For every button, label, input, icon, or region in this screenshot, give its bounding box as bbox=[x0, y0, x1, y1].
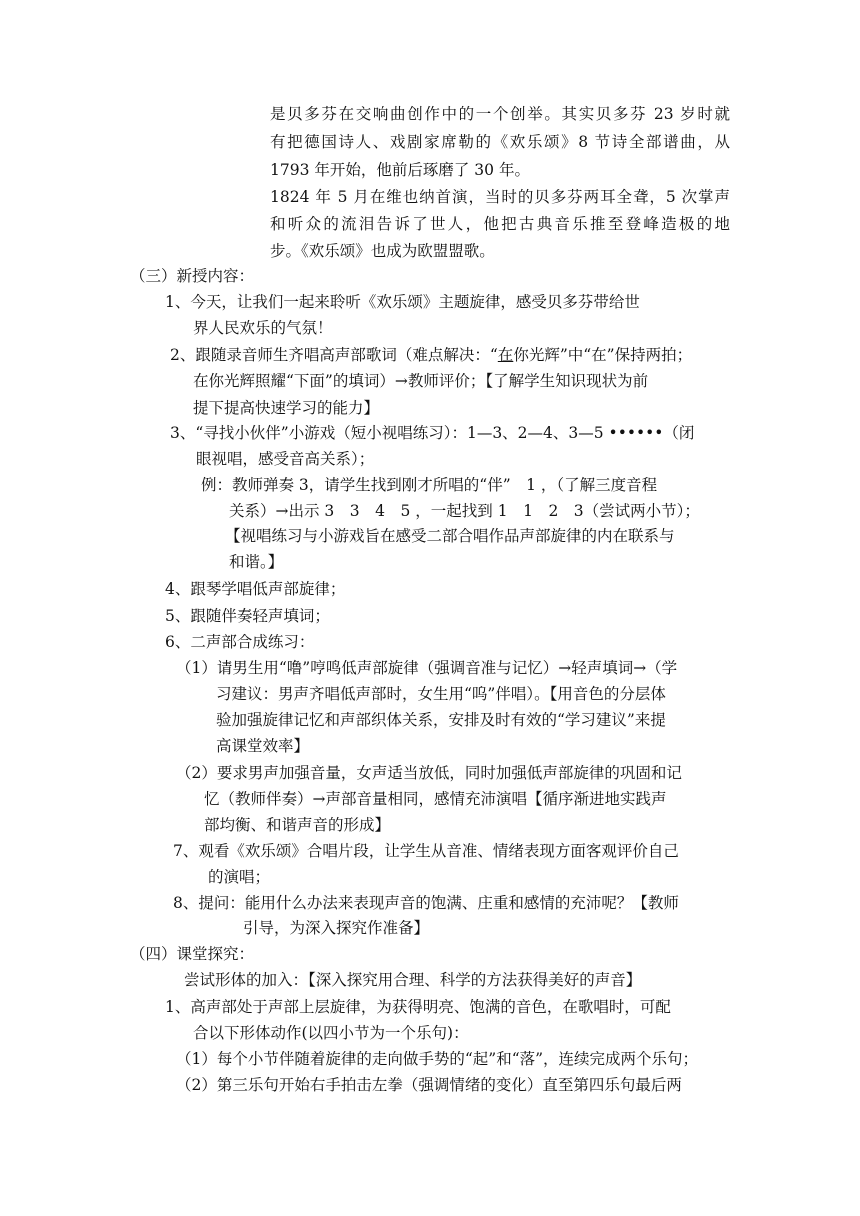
list-item: 8、提问：能用什么办法来表现声音的饱满、庄重和感情的充沛呢？【教师 bbox=[173, 894, 679, 912]
list-item: 1、高声部处于声部上层旋律，为获得明亮、饱满的音色，在歌唱时，可配 bbox=[165, 998, 671, 1016]
section-heading: （三）新授内容： bbox=[130, 267, 255, 285]
sub-item: （2）第三乐句开始右手拍击左拳（强调情绪的变化）直至第四乐句最后两 bbox=[176, 1076, 682, 1094]
list-item-continuation: 在你光辉照耀“下面”的填词）→教师评价；【了解学生知识现状为前 bbox=[193, 372, 649, 390]
list-item: 6、二声部合成练习： bbox=[165, 633, 315, 651]
list-item-continuation: 提下提高快速学习的能力】 bbox=[193, 399, 380, 417]
list-item: 3、“寻找小伙伴”小游戏（短小视唱练习）：1—3、2—4、3—5 ••••••（闭 bbox=[170, 424, 695, 442]
list-item-continuation: 眼视唱，感受音高关系）； bbox=[196, 450, 375, 468]
list-item-continuation: 的演唱； bbox=[208, 868, 271, 886]
list-item-continuation: 合以下形体动作(以四小节为一个乐句)： bbox=[193, 1024, 469, 1042]
example-line: 例：教师弹奏 3，请学生找到刚才所唱的“伴” 1 ，（了解三度音程 bbox=[201, 476, 658, 494]
example-line: 关系）→出示 3 3 4 5 ，一起找到 1 1 2 3（尝试两小节）； bbox=[229, 502, 700, 520]
sub-item-continuation: 忆（教师伴奏）→声部音量相同，感情充沛演唱【循序渐进地实践声 bbox=[204, 790, 667, 808]
paragraph-line: 步。《欢乐颂》也成为欧盟盟歌。 bbox=[270, 242, 495, 260]
paragraph-line: 和听众的流泪告诉了世人，他把古典音乐推至登峰造极的地 bbox=[270, 215, 730, 233]
sub-item-continuation: 验加强旋律记忆和声部织体关系，安排及时有效的“学习建议”来提 bbox=[216, 711, 666, 729]
section-heading: （四）课堂探究： bbox=[130, 945, 255, 963]
sub-item: （1）每个小节伴随着旋律的走向做手势的“起”和“落”，连续完成两个乐句； bbox=[176, 1050, 699, 1068]
example-note: 和谐。】 bbox=[229, 553, 284, 571]
list-item-continuation: 引导，为深入探究作准备】 bbox=[243, 919, 430, 937]
example-note: 【视唱练习与小游戏旨在感受二部合唱作品声部旋律的内在联系与 bbox=[225, 527, 675, 545]
paragraph-line: 是贝多芬在交响曲创作中的一个创举。其实贝多芬 23 岁时就 bbox=[270, 105, 730, 123]
list-item: 5、跟随伴奏轻声填词； bbox=[165, 607, 330, 625]
list-item: 1、今天，让我们一起来聆听《欢乐颂》主题旋律，感受贝多芬带给世 bbox=[165, 293, 640, 311]
sub-item-continuation: 高课堂效率】 bbox=[216, 737, 310, 755]
paragraph-line: 1793 年开始，他前后琢磨了 30 年。 bbox=[270, 161, 530, 179]
paragraph-line: 1824 年 5 月在维也纳首演，当时的贝多芬两耳全聋，5 次掌声 bbox=[270, 188, 730, 206]
sub-item-continuation: 习建议：男声齐唱低声部时，女生用“呜”伴唱）。【用音色的分层体 bbox=[216, 685, 666, 703]
underlined-word: 在 bbox=[497, 346, 514, 364]
list-item: 7、观看《欢乐颂》合唱片段，让学生从音准、情绪表现方面客观评价自己 bbox=[173, 842, 679, 860]
sub-item-continuation: 部均衡、和谐声音的形成】 bbox=[204, 816, 391, 834]
paragraph-line: 有把德国诗人、戏剧家席勒的《欢乐颂》8 节诗全部谱曲，从 bbox=[270, 133, 730, 151]
section-lead: 尝试形体的加入：【深入探究用合理、科学的方法获得美好的声音】 bbox=[184, 971, 642, 989]
sub-item: （1）请男生用“噜”哼鸣低声部旋律（强调音准与记忆）→轻声填词→（学 bbox=[176, 659, 678, 677]
list-item: 4、跟琴学唱低声部旋律； bbox=[165, 580, 346, 598]
list-item-continuation: 界人民欢乐的气氛！ bbox=[193, 319, 333, 337]
sub-item: （2）要求男声加强音量，女声适当放低，同时加强低声部旋律的巩固和记 bbox=[176, 764, 682, 782]
list-item: 2、跟随录音师生齐唱高声部歌词（难点解决：“在你光辉”中“在”保持两拍； bbox=[170, 346, 693, 364]
